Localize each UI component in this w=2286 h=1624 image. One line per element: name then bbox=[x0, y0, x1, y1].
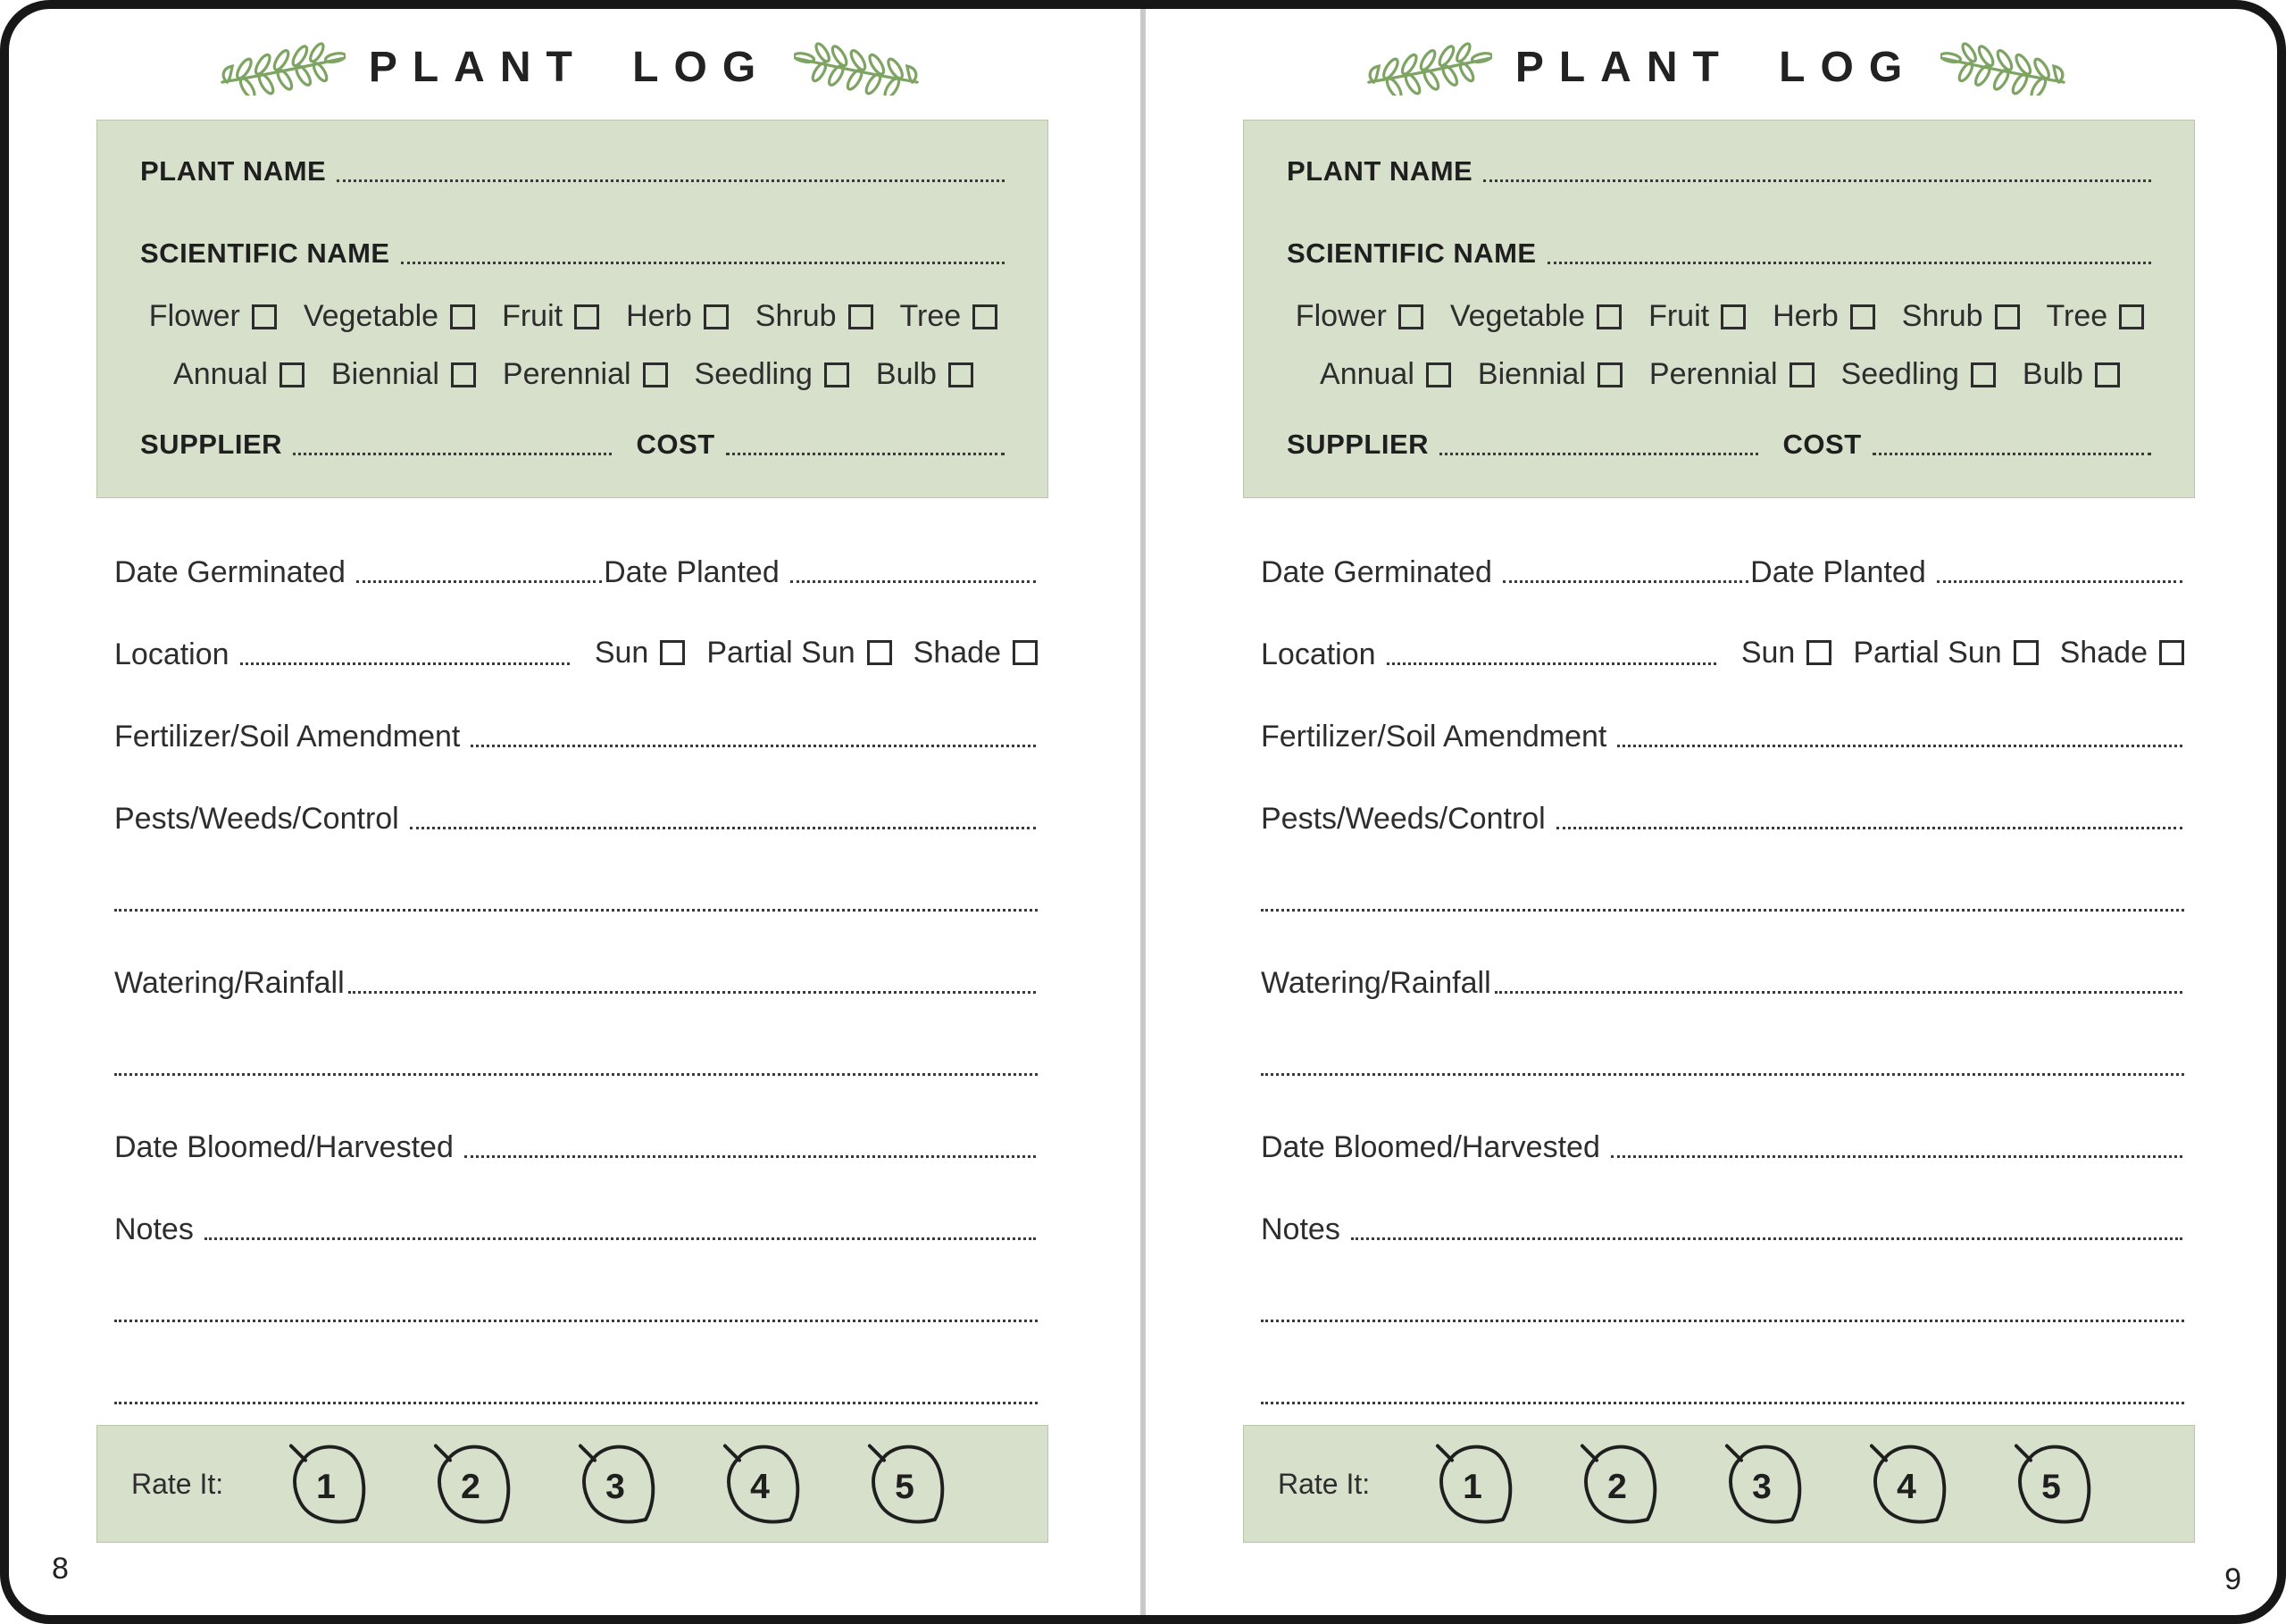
cost-line[interactable] bbox=[1873, 452, 2151, 455]
option-vegetable bbox=[304, 299, 475, 334]
svg-text:5: 5 bbox=[895, 1468, 915, 1507]
flower-checkbox[interactable] bbox=[1398, 304, 1423, 329]
perennial-checkbox[interactable] bbox=[643, 362, 668, 387]
supplier-cost-row bbox=[140, 426, 1006, 463]
notes-row bbox=[1261, 1211, 2184, 1248]
date-planted-label: Date Planted bbox=[1750, 555, 1926, 589]
svg-text:2: 2 bbox=[461, 1468, 481, 1507]
type-options-row bbox=[1287, 299, 2153, 334]
branch-right-icon bbox=[1940, 38, 2067, 96]
option-label-perennial: Perennial bbox=[502, 357, 631, 391]
option-label-vegetable: Vegetable bbox=[1449, 299, 1586, 333]
option-label-flower: Flower bbox=[1295, 299, 1387, 333]
pests-label: Pests/Weeds/Control bbox=[114, 802, 399, 836]
spine-gutter bbox=[1140, 7, 1146, 1617]
biennial-checkbox[interactable] bbox=[1598, 362, 1623, 387]
pests-line[interactable] bbox=[410, 826, 1036, 829]
cost-label: COST bbox=[636, 429, 715, 460]
continuation-line[interactable] bbox=[1261, 1319, 2184, 1322]
seedling-checkbox[interactable] bbox=[1971, 362, 1996, 387]
location-row bbox=[1261, 636, 2184, 673]
bloomed-label: Date Bloomed/Harvested bbox=[1261, 1130, 1600, 1164]
continuation-line-row bbox=[114, 1293, 1038, 1330]
rating-leaf-4[interactable] bbox=[714, 1438, 805, 1529]
option-label-tree: Tree bbox=[899, 299, 962, 333]
option-shade bbox=[2060, 634, 2184, 671]
pests-row bbox=[114, 800, 1038, 837]
vegetable-checkbox[interactable] bbox=[450, 304, 475, 329]
fruit-checkbox[interactable] bbox=[574, 304, 599, 329]
shrub-checkbox[interactable] bbox=[848, 304, 873, 329]
annual-checkbox[interactable] bbox=[1426, 362, 1451, 387]
continuation-line-row bbox=[1261, 882, 2184, 920]
option-partial-sun bbox=[706, 634, 891, 671]
branch-left-icon bbox=[1365, 38, 1492, 96]
bloomed-row bbox=[1261, 1128, 2184, 1166]
bloomed-label: Date Bloomed/Harvested bbox=[114, 1130, 454, 1164]
perennial-checkbox[interactable] bbox=[1790, 362, 1815, 387]
option-label-bulb: Bulb bbox=[875, 357, 937, 391]
fertilizer-line[interactable] bbox=[1617, 744, 2182, 747]
watering-line[interactable] bbox=[1495, 990, 2182, 994]
continuation-line[interactable] bbox=[114, 1072, 1038, 1076]
shrub-checkbox[interactable] bbox=[1995, 304, 2020, 329]
supplier-label: SUPPLIER bbox=[140, 429, 283, 460]
location-line[interactable] bbox=[1387, 662, 1716, 665]
continuation-line[interactable] bbox=[1261, 908, 2184, 912]
log-fields bbox=[1261, 554, 2184, 1412]
pests-line[interactable] bbox=[1556, 826, 2182, 829]
location-line[interactable] bbox=[240, 662, 570, 665]
date-germinated-label: Date Germinated bbox=[114, 555, 346, 589]
tree-checkbox[interactable] bbox=[2119, 304, 2144, 329]
rating-leaf-1[interactable] bbox=[280, 1438, 371, 1529]
bulb-checkbox[interactable] bbox=[2095, 362, 2120, 387]
flower-checkbox[interactable] bbox=[252, 304, 277, 329]
plant-name-label: PLANT NAME bbox=[140, 155, 327, 187]
scientific-name-label: SCIENTIFIC NAME bbox=[140, 237, 390, 269]
option-vegetable bbox=[1450, 299, 1622, 334]
option-biennial bbox=[331, 357, 476, 392]
dates-row bbox=[114, 554, 1038, 591]
cost-line[interactable] bbox=[726, 452, 1005, 455]
option-label-tree: Tree bbox=[2046, 299, 2108, 333]
herb-checkbox[interactable] bbox=[704, 304, 729, 329]
rate-label: Rate It: bbox=[131, 1467, 224, 1500]
option-label-shrub: Shrub bbox=[1901, 299, 1983, 333]
log-fields bbox=[114, 554, 1038, 1412]
option-shrub bbox=[1902, 299, 2020, 334]
rate-label: Rate It: bbox=[1278, 1467, 1371, 1500]
sun-checkbox[interactable] bbox=[1806, 640, 1831, 665]
shade-checkbox[interactable] bbox=[2159, 640, 2184, 665]
option-label-shrub: Shrub bbox=[755, 299, 837, 333]
option-annual bbox=[173, 357, 305, 392]
notes-line[interactable] bbox=[204, 1237, 1036, 1240]
date-planted-label: Date Planted bbox=[604, 555, 780, 589]
option-label-sun: Sun bbox=[1740, 636, 1796, 670]
fertilizer-label: Fertilizer/Soil Amendment bbox=[1261, 720, 1607, 754]
cycle-options-row bbox=[1287, 357, 2153, 392]
notes-line[interactable] bbox=[1351, 1237, 2182, 1240]
option-seedling bbox=[1841, 357, 1996, 392]
option-label-shade: Shade bbox=[913, 636, 1001, 670]
option-label-perennial: Perennial bbox=[1648, 357, 1778, 391]
branch-left-icon bbox=[219, 38, 346, 96]
supplier-cost-row bbox=[1287, 426, 2153, 463]
rating-leaf-2[interactable] bbox=[1572, 1438, 1663, 1529]
rating-leaf-2[interactable] bbox=[425, 1438, 516, 1529]
option-herb bbox=[1773, 299, 1875, 334]
option-flower bbox=[1296, 299, 1423, 334]
date-planted-line[interactable] bbox=[790, 579, 1036, 583]
option-label-partial-sun: Partial Sun bbox=[706, 636, 855, 670]
svg-text:4: 4 bbox=[750, 1468, 771, 1507]
option-label-biennial: Biennial bbox=[1477, 357, 1586, 391]
continuation-line-row bbox=[114, 1375, 1038, 1412]
continuation-line[interactable] bbox=[114, 908, 1038, 912]
date-germinated-line[interactable] bbox=[1503, 579, 1748, 583]
option-fruit bbox=[1648, 299, 1746, 334]
option-label-flower: Flower bbox=[148, 299, 240, 333]
option-label-shade: Shade bbox=[2059, 636, 2148, 670]
option-partial-sun bbox=[1853, 634, 2038, 671]
option-fruit bbox=[502, 299, 599, 334]
option-label-annual: Annual bbox=[1320, 357, 1414, 391]
option-label-seedling: Seedling bbox=[1840, 357, 1959, 391]
plant-name-row bbox=[140, 153, 1006, 190]
option-biennial bbox=[1478, 357, 1623, 392]
option-herb bbox=[626, 299, 729, 334]
supplier-line[interactable] bbox=[293, 452, 611, 455]
scientific-name-line[interactable] bbox=[401, 261, 1005, 264]
continuation-line[interactable] bbox=[1261, 1401, 2184, 1404]
bloomed-row bbox=[114, 1128, 1038, 1166]
option-label-fruit: Fruit bbox=[1648, 299, 1710, 333]
option-label-bulb: Bulb bbox=[2022, 357, 2083, 391]
svg-text:1: 1 bbox=[316, 1468, 337, 1507]
page-header bbox=[2, 0, 1138, 96]
continuation-line[interactable] bbox=[114, 1401, 1038, 1404]
date-germinated-line[interactable] bbox=[356, 579, 602, 583]
option-label-seedling: Seedling bbox=[694, 357, 813, 391]
light-options-row bbox=[1741, 634, 2184, 671]
option-seedling bbox=[695, 357, 849, 392]
pests-row bbox=[1261, 800, 2184, 837]
option-perennial bbox=[1649, 357, 1815, 392]
option-label-herb: Herb bbox=[626, 299, 692, 333]
watering-line[interactable] bbox=[348, 990, 1036, 994]
date-germinated-label: Date Germinated bbox=[1261, 555, 1492, 589]
partial-sun-checkbox[interactable] bbox=[2014, 640, 2039, 665]
notes-label: Notes bbox=[1261, 1212, 1340, 1246]
continuation-line[interactable] bbox=[114, 1319, 1038, 1322]
svg-text:4: 4 bbox=[1897, 1468, 1917, 1507]
fertilizer-row bbox=[1261, 718, 2184, 755]
scientific-name-label: SCIENTIFIC NAME bbox=[1287, 237, 1537, 269]
option-sun bbox=[1741, 634, 1832, 671]
bloomed-line[interactable] bbox=[464, 1154, 1036, 1158]
seedling-checkbox[interactable] bbox=[824, 362, 849, 387]
bulb-checkbox[interactable] bbox=[948, 362, 973, 387]
page-title: PLANT LOG bbox=[368, 43, 772, 91]
option-shade bbox=[914, 634, 1038, 671]
rate-panel bbox=[96, 1425, 1048, 1543]
vegetable-checkbox[interactable] bbox=[1597, 304, 1622, 329]
tree-checkbox[interactable] bbox=[972, 304, 997, 329]
option-perennial bbox=[503, 357, 668, 392]
option-label-fruit: Fruit bbox=[502, 299, 563, 333]
rating-leaf-3[interactable] bbox=[1716, 1438, 1807, 1529]
rating-leaf-3[interactable] bbox=[570, 1438, 661, 1529]
notes-label: Notes bbox=[114, 1212, 194, 1246]
fertilizer-line[interactable] bbox=[471, 744, 1036, 747]
page-header bbox=[1148, 0, 2284, 96]
scientific-name-row bbox=[140, 235, 1006, 272]
light-options-row bbox=[595, 634, 1038, 671]
partial-sun-checkbox[interactable] bbox=[867, 640, 892, 665]
rating-leaves bbox=[280, 1438, 950, 1529]
continuation-line-row bbox=[1261, 1046, 2184, 1084]
watering-label: Watering/Rainfall bbox=[114, 966, 345, 1000]
rating-leaves bbox=[1427, 1438, 2097, 1529]
fertilizer-row bbox=[114, 718, 1038, 755]
scientific-name-row bbox=[1287, 235, 2153, 272]
rating-leaf-4[interactable] bbox=[1861, 1438, 1952, 1529]
branch-right-icon bbox=[794, 38, 921, 96]
option-label-biennial: Biennial bbox=[330, 357, 439, 391]
watering-row bbox=[1261, 964, 2184, 1002]
continuation-line-row bbox=[1261, 1375, 2184, 1412]
option-sun bbox=[595, 634, 686, 671]
notes-row bbox=[114, 1211, 1038, 1248]
biennial-checkbox[interactable] bbox=[451, 362, 476, 387]
continuation-line-row bbox=[114, 1046, 1038, 1084]
svg-text:1: 1 bbox=[1463, 1468, 1483, 1507]
page-right bbox=[1148, 0, 2284, 1624]
page-left bbox=[2, 0, 1138, 1624]
plant-name-row bbox=[1287, 153, 2153, 190]
sun-checkbox[interactable] bbox=[660, 640, 685, 665]
option-label-vegetable: Vegetable bbox=[303, 299, 439, 333]
option-bulb bbox=[876, 357, 973, 392]
cycle-options-row bbox=[140, 357, 1006, 392]
svg-text:3: 3 bbox=[605, 1468, 626, 1507]
rating-leaf-5[interactable] bbox=[859, 1438, 950, 1529]
continuation-line-row bbox=[1261, 1293, 2184, 1330]
svg-text:5: 5 bbox=[2041, 1468, 2062, 1507]
svg-text:2: 2 bbox=[1607, 1468, 1628, 1507]
plant-name-line[interactable] bbox=[1483, 179, 2151, 182]
page-number: 8 bbox=[52, 1552, 69, 1586]
fertilizer-label: Fertilizer/Soil Amendment bbox=[114, 720, 461, 754]
option-label-annual: Annual bbox=[173, 357, 268, 391]
continuation-line[interactable] bbox=[1261, 1072, 2184, 1076]
option-tree bbox=[2047, 299, 2145, 334]
supplier-label: SUPPLIER bbox=[1287, 429, 1430, 460]
plant-info-panel bbox=[1243, 120, 2195, 498]
option-label-herb: Herb bbox=[1773, 299, 1839, 333]
option-annual bbox=[1320, 357, 1451, 392]
pests-label: Pests/Weeds/Control bbox=[1261, 802, 1546, 836]
continuation-line-row bbox=[114, 882, 1038, 920]
option-flower bbox=[149, 299, 277, 334]
location-label: Location bbox=[1261, 637, 1376, 671]
location-row bbox=[114, 636, 1038, 673]
option-shrub bbox=[755, 299, 873, 334]
option-tree bbox=[900, 299, 998, 334]
svg-text:3: 3 bbox=[1752, 1468, 1773, 1507]
fruit-checkbox[interactable] bbox=[1721, 304, 1746, 329]
watering-row bbox=[114, 964, 1038, 1002]
herb-checkbox[interactable] bbox=[1850, 304, 1875, 329]
watering-label: Watering/Rainfall bbox=[1261, 966, 1491, 1000]
page-title: PLANT LOG bbox=[1514, 43, 1918, 91]
date-planted-line[interactable] bbox=[1937, 579, 2182, 583]
page-number: 9 bbox=[2224, 1562, 2241, 1596]
rate-panel bbox=[1243, 1425, 2195, 1543]
cost-label: COST bbox=[1782, 429, 1862, 460]
plant-name-line[interactable] bbox=[337, 179, 1005, 182]
shade-checkbox[interactable] bbox=[1013, 640, 1038, 665]
scientific-name-line[interactable] bbox=[1548, 261, 2151, 264]
supplier-line[interactable] bbox=[1439, 452, 1757, 455]
rating-leaf-5[interactable] bbox=[2006, 1438, 2097, 1529]
plant-name-label: PLANT NAME bbox=[1287, 155, 1473, 187]
plant-info-panel bbox=[96, 120, 1048, 498]
location-label: Location bbox=[114, 637, 229, 671]
bloomed-line[interactable] bbox=[1611, 1154, 2182, 1158]
type-options-row bbox=[140, 299, 1006, 334]
annual-checkbox[interactable] bbox=[279, 362, 305, 387]
dates-row bbox=[1261, 554, 2184, 591]
option-label-partial-sun: Partial Sun bbox=[1853, 636, 2002, 670]
option-bulb bbox=[2023, 357, 2120, 392]
rating-leaf-1[interactable] bbox=[1427, 1438, 1518, 1529]
option-label-sun: Sun bbox=[594, 636, 649, 670]
